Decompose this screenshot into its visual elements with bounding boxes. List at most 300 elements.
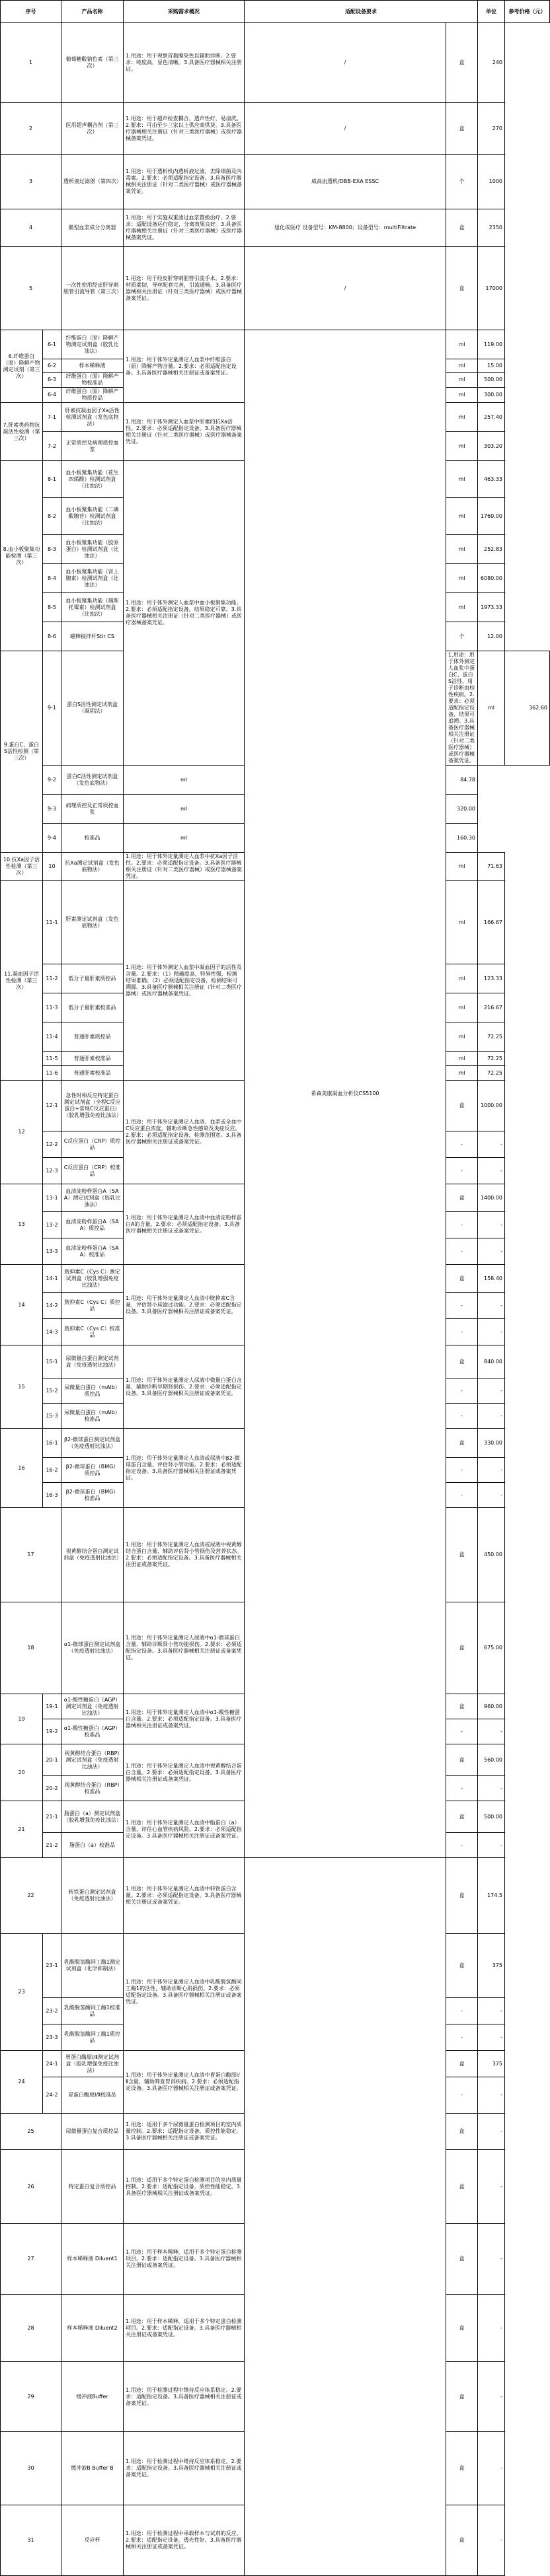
row-requirement: 1.用途：用于样本稀释，适用于多个特定蛋白检测项目。2.要求：适配指定设备。3.具备医疗器械相关注册证或备案凭证。 — [124, 2295, 245, 2362]
row-price: 71.63 — [478, 853, 505, 881]
row-unit: 盒 — [446, 23, 478, 103]
row-subseq: 15-2 — [43, 1378, 61, 1404]
row-subseq: 6-2 — [43, 359, 61, 373]
row-product-name: 低分子量肝素质控品 — [61, 964, 124, 993]
row-product-name: 样本稀释液 Diluent2 — [61, 2295, 124, 2362]
row-product-name: 正常质控及病理质控血浆 — [61, 432, 124, 461]
row-price: 675.00 — [478, 1602, 505, 1694]
header-price: 参考价格（元） — [505, 1, 550, 23]
row-unit: ml — [124, 824, 245, 853]
row-subseq: 7-1 — [43, 403, 61, 432]
row-seq: 26 — [1, 2150, 61, 2224]
row-price: - — [478, 1238, 505, 1265]
row-product-name: 尿微量白蛋白（mAlb）校准品 — [61, 1404, 124, 1429]
row-seq: 18 — [1, 1602, 61, 1694]
row-subseq: 15-3 — [43, 1404, 61, 1429]
row-price: 320.00 — [446, 795, 478, 824]
row-product-name: α1-微球蛋白测定试剂盒（免疫透射比浊法） — [61, 1602, 124, 1694]
row-subseq: 11-1 — [43, 881, 61, 964]
row-seq: 31 — [1, 2505, 61, 2576]
row-price: - — [478, 2362, 505, 2432]
row-unit: ml — [446, 432, 478, 461]
row-unit: 盒 — [446, 2505, 478, 2576]
row-price: 72.25 — [478, 1066, 505, 1081]
row-unit: ml — [446, 853, 478, 881]
row-price: 174.5 — [478, 1858, 505, 1934]
row-unit: 个 — [446, 622, 478, 651]
table-row — [1, 209, 550, 247]
row-price: - — [478, 1776, 505, 1801]
row-unit: 盒 — [446, 1508, 478, 1602]
row-unit: - — [446, 1404, 478, 1429]
row-product-name: 胱抑素C（Cys C）质控品 — [61, 1293, 124, 1319]
row-unit: 盒 — [446, 1345, 478, 1378]
row-product-name: 葡萄糖酸钠色素（第三次） — [61, 23, 124, 103]
row-subseq: 24-1 — [43, 2051, 61, 2077]
row-product-name: 脂蛋白（a）校准品 — [61, 1833, 124, 1858]
row-unit: ml — [446, 1022, 478, 1052]
row-product-name: 医用超声耦合剂（第三次） — [61, 103, 124, 155]
row-price: - — [478, 2077, 505, 2114]
row-product-name: 蛋白S活性测定试剂盒（凝固法） — [61, 651, 124, 766]
row-subseq: 14-3 — [43, 1319, 61, 1345]
row-product-name: 反应杯 — [61, 2505, 124, 2576]
row-requirement: 1.用途：用于体外定量测定人尿液中微量白蛋白含量，辅助诊断早期肾损伤。2.要求：必须适配指定设备。3.具备医疗器械相关注册证或备案凭证。 — [124, 1345, 245, 1429]
new-equipment-note — [245, 1858, 446, 2576]
row-equipment: / — [245, 247, 446, 330]
row-price: 1000.00 — [478, 1081, 505, 1131]
row-requirement: 1.用途：用于体外定量测定人血浆中抗Xa因子活性。2.要求：必须适配指定设备。3.具备医疗器械相关注册证（针对二类医疗器械）或医疗器械备案凭证。 — [124, 853, 245, 881]
row-product-name: 视黄醇结合蛋白（RBP）校准品 — [61, 1776, 124, 1801]
row-requirement: 1.用途：用于体外测定人血浆中凝血因子的活性及含量。2.要求：（1）精确度高，特异性强，检测结果准确；（2）必须适配指定设备，检测结果可溯源。3.具备医疗器械相关注册证（针对二类医疗器械）或医疗器械备案凭证。 — [124, 881, 245, 1081]
row-product-name: 乳酸脱氢酶同工酶1校准品 — [61, 1998, 124, 2024]
row-product-name: α1-酸性糖蛋白（AGP）测定试剂盒（免疫透射比浊法） — [61, 1694, 124, 1719]
row-equipment: / — [245, 103, 446, 155]
row-unit: 盒 — [446, 1184, 478, 1212]
row-requirement: 1.用途：用于体外定量测定人血清中血清淀粉样蛋白A的含量。2.要求：必须适配指定设备。3.具备医疗器械相关注册证或备案凭证。 — [124, 1184, 245, 1265]
row-price: 500.00 — [478, 373, 505, 388]
row-price: 72.25 — [478, 1022, 505, 1052]
row-product-name: 血小板聚集功能（胶原蛋白）检测试剂盒（比浊法） — [61, 535, 124, 564]
row-product-name: 纤维蛋白（原）降解产物测定试剂盒（胶乳比浊法） — [61, 330, 124, 359]
row-unit: 盒 — [446, 2150, 478, 2224]
row-seq: 28 — [1, 2295, 61, 2362]
row-requirement: 1.用途：用于体外测定人血浆中肝素的抗Xa活性。2.要求：必须适配指定设备。3.具备医疗器械相关注册证（针对二类医疗器械）或医疗器械备案凭证。 — [124, 403, 245, 461]
row-seq: 25 — [1, 2114, 61, 2150]
row-product-name: 缓冲液Buffer — [61, 2362, 124, 2432]
row-product-name: 肝素抗凝血因子Xa活性检测试剂盒（发色底物法） — [61, 403, 124, 432]
row-subseq: 14-2 — [43, 1293, 61, 1319]
row-requirement: 1.用途：用于超声检查耦合，透声性好，易清洗。2.要求：可由至少三家以上供应商供货。3.具备医疗器械相关注册证（针对三类医疗器械）或医疗器械备案凭证。 — [124, 103, 245, 155]
row-seq: 15 — [1, 1345, 43, 1429]
row-price: 17000 — [478, 247, 505, 330]
row-price: 1000 — [478, 155, 505, 209]
row-price: 15.00 — [478, 359, 505, 373]
row-requirement: 1.用途：用于体外定量测定人血清中视黄醇结合蛋白含量。2.要求：必须适配指定设备。3.具备医疗器械相关注册证或备案凭证。 — [124, 1744, 245, 1801]
table-row — [1, 330, 550, 359]
row-product-name: 尿微量白蛋白测定试剂盒（免疫透射比浊法） — [61, 1345, 124, 1378]
row-price: 252.83 — [478, 535, 505, 564]
row-subseq: 13-1 — [43, 1184, 61, 1212]
row-unit: ml — [446, 881, 478, 964]
row-product-name: 普通肝素校准品 — [61, 1052, 124, 1066]
row-unit: - — [446, 1998, 478, 2024]
row-seq: 22 — [1, 1858, 61, 1934]
row-price: 240 — [478, 23, 505, 103]
row-subseq: 23-3 — [43, 2024, 61, 2051]
row-price: - — [478, 1212, 505, 1238]
row-product-name: C反应蛋白（CRP）校准品 — [61, 1158, 124, 1184]
row-unit: 盒 — [446, 2224, 478, 2295]
row-requirement: 1.用途：用于体外定量测定人血清中α1-酸性糖蛋白含量。2.要求：必须适配指定设备。3.具备医疗器械相关注册证或备案凭证。 — [124, 1694, 245, 1744]
row-requirement: 1.用途：用于体外定量测定人血清中脂蛋白（a）含量，评估心血管疾病风险。2.要求：必须适配指定设备。3.具备医疗器械相关注册证或备案凭证。 — [124, 1801, 245, 1858]
row-unit: - — [446, 2077, 478, 2114]
row-unit: 个 — [446, 155, 478, 209]
row-unit: - — [446, 1378, 478, 1404]
row-seq: 3 — [1, 155, 61, 209]
row-unit: 盒 — [446, 1934, 478, 1998]
row-unit: - — [446, 1719, 478, 1744]
row-unit: ml — [446, 330, 478, 359]
row-unit: - — [446, 1458, 478, 1483]
row-requirement: 1.用途：适用于多个特定蛋白检测项目的室内质量控制。2.要求：适配指定设备，质控性能稳定。3.具备医疗器械相关注册证或备案凭证。 — [124, 2150, 245, 2224]
row-unit: ml — [446, 403, 478, 432]
row-subseq: 11-3 — [43, 993, 61, 1022]
row-price: - — [478, 2295, 505, 2362]
header-seq: 序号 — [1, 1, 61, 23]
row-product-name: 普通肝素校准品 — [61, 1066, 124, 1081]
row-price: - — [478, 1998, 505, 2024]
row-requirement: 1.用途：用于观察胃黏膜染色以辅助诊断。2.要求：纯度高，显色清晰。3.具备医疗器械相关注册证。 — [124, 23, 245, 103]
row-product-name: 胱抑素C（Cys C）校准品 — [61, 1319, 124, 1345]
row-product-name: β2-微球蛋白（BMG）校准品 — [61, 1483, 124, 1508]
row-product-name: 透析液过滤器（第四次） — [61, 155, 124, 209]
row-subseq: 20-1 — [43, 1744, 61, 1776]
row-seq: 1 — [1, 23, 61, 103]
row-subseq: 8-4 — [43, 564, 61, 593]
row-price: 300.00 — [478, 388, 505, 403]
row-seq: 8.血小板聚集功能检测（第三次） — [1, 461, 43, 651]
row-seq: 10.抗Xa因子活性检测（第三次） — [1, 853, 43, 881]
row-seq: 24 — [1, 2051, 43, 2114]
row-price: 1973.33 — [478, 593, 505, 622]
row-subseq: 20-2 — [43, 1776, 61, 1801]
row-seq: 2 — [1, 103, 61, 155]
row-subseq: 8-1 — [43, 461, 61, 498]
row-requirement: 1.用途：用于检测过程中维持反应体系稳定。2.要求：适配指定设备。3.具备医疗器械相关注册证或备案凭证。 — [124, 2432, 245, 2505]
row-seq: 6.纤维蛋白（原）降解产物测定试剂（第三次） — [1, 330, 43, 403]
row-subseq: 21-2 — [43, 1833, 61, 1858]
row-unit: 盒 — [446, 2295, 478, 2362]
row-price: 123.33 — [478, 964, 505, 993]
row-product-name: 血小板聚集功能（瑞斯托霉素）检测试剂盒（比浊法） — [61, 593, 124, 622]
row-product-name: 磁棒搅拌杆Stir CS — [61, 622, 124, 651]
row-unit: 盒 — [446, 1602, 478, 1694]
row-product-name: 血小板聚集功能（花生四烯酸）检测试剂盒（比浊法） — [61, 461, 124, 498]
row-price: - — [478, 2224, 505, 2295]
row-seq: 5 — [1, 247, 61, 330]
row-product-name: 尿微量蛋白复合质控品 — [61, 2114, 124, 2150]
row-subseq: 13-2 — [43, 1212, 61, 1238]
row-subseq: 14-1 — [43, 1265, 61, 1293]
row-product-name: α1-酸性糖蛋白（AGP）校准品 — [61, 1719, 124, 1744]
row-requirement: 1.用途：用于体外定量测定人血清或尿液中β2-微球蛋白含量，评估肾小管功能。2.要求：必须适配指定设备。3.具备医疗器械相关注册证或备案凭证。 — [124, 1429, 245, 1508]
row-product-name: 胃蛋白酶原Ⅰ/Ⅱ校准品 — [61, 2077, 124, 2114]
row-subseq: 16-2 — [43, 1458, 61, 1483]
header-req: 采购需求概况 — [124, 1, 245, 23]
row-product-name: 抗Xa测定试剂盒（发色底物法） — [61, 853, 124, 881]
row-subseq: 19-1 — [43, 1694, 61, 1719]
row-price: 840.00 — [478, 1345, 505, 1378]
row-subseq: 9-3 — [43, 795, 61, 824]
row-price: - — [478, 1719, 505, 1744]
row-unit: ml — [446, 593, 478, 622]
row-price: - — [478, 1319, 505, 1345]
row-unit: ml — [446, 461, 478, 498]
row-subseq: 10 — [43, 853, 61, 881]
row-seq: 7.肝素类药物抗凝活性检测（第三次） — [1, 403, 43, 461]
row-price: 303.20 — [478, 432, 505, 461]
row-product-name: 蛋白C活性测定试剂盒（发色底物法） — [61, 766, 124, 795]
row-price: 158.40 — [478, 1265, 505, 1293]
row-seq: 23 — [1, 1934, 43, 2051]
row-unit: 盒 — [446, 103, 478, 155]
row-price: - — [478, 1404, 505, 1429]
row-requirement: 1.用途：用于体外测定人血浆中蛋白C、蛋白S活性，用于诊断血栓性疾病。2.要求：必须适配指定设备，结果可追溯。3.具备医疗器械相关注册证（针对二类医疗器械）或医疗器械备案凭证。 — [446, 651, 478, 766]
row-unit: 盒 — [446, 2362, 478, 2432]
row-unit: - — [446, 1833, 478, 1858]
row-product-name: 血清淀粉样蛋白A（SAA）测定试剂盒（胶乳比浊法） — [61, 1184, 124, 1212]
header-equip: 适配设备要求 — [245, 1, 478, 23]
row-requirement: 1.用途：用于检测过程中承载样本与试剂的反应。2.要求：适配指定设备，透光性好。3.具备医疗器械相关注册证或备案凭证。 — [124, 2505, 245, 2576]
row-seq: 12 — [1, 1081, 43, 1184]
row-price: 84.78 — [446, 766, 478, 795]
row-product-name: β2-微球蛋白测定试剂盒（免疫透射比浊法） — [61, 1429, 124, 1458]
row-product-name: 乳酸脱氢酶同工酶1测定试剂盒（化学抑制法） — [61, 1934, 124, 1998]
row-unit: - — [446, 1238, 478, 1265]
table-row — [1, 1858, 550, 1934]
row-product-name: 纤维蛋白（原）降解产物校准品 — [61, 373, 124, 388]
row-unit: ml — [446, 964, 478, 993]
row-subseq: 8-6 — [43, 622, 61, 651]
row-price: - — [478, 2024, 505, 2051]
row-price: 1760.00 — [478, 498, 505, 535]
row-product-name: 校准品 — [61, 824, 124, 853]
row-subseq: 12-2 — [43, 1131, 61, 1158]
row-product-name: 缓冲液B Buffer B — [61, 2432, 124, 2505]
row-price: 560.00 — [478, 1744, 505, 1776]
row-price: - — [478, 2505, 505, 2576]
row-requirement: 1.用途：用于样本稀释，适用于多个特定蛋白检测项目。2.要求：适配指定设备。3.具备医疗器械相关注册证或备案凭证。 — [124, 2224, 245, 2295]
row-subseq: 9-4 — [43, 824, 61, 853]
row-price: 270 — [478, 103, 505, 155]
row-unit: ml — [446, 373, 478, 388]
row-price: 450.00 — [478, 1508, 505, 1602]
row-seq: 11.凝血因子活性检测（第三次） — [1, 881, 43, 1081]
row-unit: - — [446, 1319, 478, 1345]
row-price: 330.00 — [478, 1429, 505, 1458]
row-requirement: 1.用途：用于体外测定人血浆中血小板聚集功能。2.要求：必须适配指定设备，结果稳定可靠。3.具备医疗器械相关注册证（针对二类医疗器械）或医疗器械备案凭证。 — [124, 461, 245, 766]
row-price: 375 — [478, 1934, 505, 1998]
row-unit: ml — [124, 766, 245, 795]
row-unit: - — [446, 1776, 478, 1801]
row-product-name: 低分子量肝素校准品 — [61, 993, 124, 1022]
row-price: - — [478, 2432, 505, 2505]
row-price: 1400.00 — [478, 1184, 505, 1212]
row-requirement: 1.用途：用于检测过程中维持反应体系稳定。2.要求：适配指定设备。3.具备医疗器械相关注册证或备案凭证。 — [124, 2362, 245, 2432]
row-price: - — [478, 1293, 505, 1319]
row-product-name: 脂蛋白（a）测定试剂盒（胶乳增强免疫比浊法） — [61, 1801, 124, 1833]
row-seq: 9.蛋白C、蛋白S活性检测（第三次） — [1, 651, 43, 853]
row-subseq: 9-1 — [43, 651, 61, 766]
row-price: 2350 — [478, 209, 505, 247]
row-unit: ml — [478, 651, 505, 766]
row-subseq: 15-1 — [43, 1345, 61, 1378]
row-seq: 30 — [1, 2432, 61, 2505]
row-product-name: 视黄醇结合蛋白测定试剂盒（免疫透射比浊法） — [61, 1508, 124, 1602]
row-subseq: 6-1 — [43, 330, 61, 359]
shared-equipment: 希森美康凝血分析仪CS5100 — [245, 330, 446, 1858]
row-product-name: 病理质控及正常质控血浆 — [61, 795, 124, 824]
row-price: - — [478, 1378, 505, 1404]
row-subseq: 8-3 — [43, 535, 61, 564]
row-unit: 盒 — [446, 1858, 478, 1934]
row-price: 72.25 — [478, 1052, 505, 1066]
row-seq: 4 — [1, 209, 61, 247]
row-subseq: 11-2 — [43, 964, 61, 993]
row-product-name: 胱抑素C（Cys C）测定试剂盒（胶乳增强免疫比浊法） — [61, 1265, 124, 1293]
row-product-name: 血小板聚集功能（肾上腺素）检测试剂盒（比浊法） — [61, 564, 124, 593]
row-price: 362.60 — [505, 651, 550, 766]
row-price: 257.40 — [478, 403, 505, 432]
row-product-name: 特定蛋白复合质控品 — [61, 2150, 124, 2224]
row-requirement: 1.用途：用于体外定量测定人血清、血浆或全血中C反应蛋白浓度，辅助诊断急性感染及炎症反应。2.要求：必须适配指定设备，检测范围宽。3.具备医疗器械相关注册证或备案凭证。 — [124, 1081, 245, 1184]
row-product-name: 普通肝素质控品 — [61, 1022, 124, 1052]
row-subseq: 9-2 — [43, 766, 61, 795]
table-row — [1, 23, 550, 103]
row-subseq: 12-1 — [43, 1081, 61, 1131]
row-requirement: 1.用途：用于体外定量测定人血清中胱抑素C含量，评估肾小球滤过功能。2.要求：必须适配指定设备。3.具备医疗器械相关注册证或备案凭证。 — [124, 1265, 245, 1345]
row-unit: - — [446, 1483, 478, 1508]
row-subseq: 23-2 — [43, 1998, 61, 2024]
row-product-name: 一次性使用经皮肝穿刺胆管引流导管（第三次） — [61, 247, 124, 330]
row-requirement: 1.用途：用于实施双重滤过血浆置换治疗。2.要求：适配设备运行稳定，分离效果良好。3.具备医疗器械相关注册证（针对三类医疗器械）或医疗器械备案凭证。 — [124, 209, 245, 247]
row-product-name: 血小板聚集功能（二磷酸腺苷）检测试剂盒（比浊法） — [61, 498, 124, 535]
row-price: 12.00 — [478, 622, 505, 651]
table-header — [1, 1, 550, 23]
row-requirement: 1.用途：用于透析机内透析液过滤，去除细菌及内毒素。2.要求：必须适配指定设备。3.具备医疗器械相关注册证（针对二类医疗器械）或医疗器械备案凭证。 — [124, 155, 245, 209]
row-price: - — [478, 2150, 505, 2224]
row-unit: - — [446, 1158, 478, 1184]
row-subseq: 8-2 — [43, 498, 61, 535]
row-subseq: 23-1 — [43, 1934, 61, 1998]
row-subseq: 6-3 — [43, 373, 61, 388]
row-seq: 14 — [1, 1265, 43, 1345]
row-subseq: 16-1 — [43, 1429, 61, 1458]
row-unit: ml — [446, 1066, 478, 1081]
row-subseq: 24-2 — [43, 2077, 61, 2114]
row-seq: 20 — [1, 1744, 43, 1801]
row-requirement: 1.用途：用于体外定量测定人血清中转铁蛋白含量。2.要求：必须适配指定设备。3.具备医疗器械相关注册证或备案凭证。 — [124, 1858, 245, 1934]
row-product-name: 乳酸脱氢酶同工酶1质控品 — [61, 2024, 124, 2051]
row-unit: 盒 — [446, 1801, 478, 1833]
row-unit: - — [446, 1212, 478, 1238]
row-requirement: 1.用途：用于经皮肝穿刺胆管引流手术。2.要求：材质柔韧，导丝配套完善，引流通畅。3.具备医疗器械相关注册证（针对三类医疗器械）或医疗器械备案凭证。 — [124, 247, 245, 330]
row-product-name: 急性时相反应特定蛋白测定试剂盒（全程C反应蛋白+常规C反应蛋白）（胶乳增强免疫比浊法） — [61, 1081, 124, 1131]
row-requirement: 1.用途：用于体外定量测定人血浆中纤维蛋白（原）降解产物含量。2.要求：必须适配指定设备。3.具备医疗器械相关注册证或备案凭证。 — [124, 330, 245, 403]
table-row — [1, 247, 550, 330]
row-unit: - — [446, 1293, 478, 1319]
row-unit: 盒 — [446, 2432, 478, 2505]
row-product-name: 视黄醇结合蛋白（RBP）测定试剂盒（免疫透射比浊法） — [61, 1744, 124, 1776]
row-unit: ml — [446, 535, 478, 564]
row-price: - — [478, 1483, 505, 1508]
row-unit: 盒 — [446, 1429, 478, 1458]
row-unit: ml — [446, 1052, 478, 1066]
row-unit: 盒 — [446, 1265, 478, 1293]
row-product-name: 膜型血浆成分分离器 — [61, 209, 124, 247]
row-unit: ml — [446, 388, 478, 403]
row-price: - — [478, 1158, 505, 1184]
row-subseq: 7-2 — [43, 432, 61, 461]
row-requirement: 1.用途：用于体外定量测定人血清或尿液中视黄醇结合蛋白含量，辅助评估肾小管损伤及营养状态。2.要求：必须适配指定设备。3.具备医疗器械相关注册证或备案凭证。 — [124, 1508, 245, 1602]
row-unit: 盒 — [446, 247, 478, 330]
row-seq: 13 — [1, 1184, 43, 1265]
row-unit: 盒 — [446, 1081, 478, 1131]
row-price: 119.00 — [478, 330, 505, 359]
row-subseq: 6-4 — [43, 388, 61, 403]
row-unit: 盒 — [446, 2114, 478, 2150]
row-unit: 盒 — [446, 1694, 478, 1719]
row-unit: ml — [446, 564, 478, 593]
row-product-name: C反应蛋白（CRP）质控品 — [61, 1131, 124, 1158]
row-price: 160.30 — [446, 824, 478, 853]
row-product-name: 样本稀释液 Diluent1 — [61, 2224, 124, 2295]
row-product-name: β2-微球蛋白（BMG）质控品 — [61, 1458, 124, 1483]
row-product-name: 转铁蛋白测定试剂盒（免疫透射比浊法） — [61, 1858, 124, 1934]
row-seq: 29 — [1, 2362, 61, 2432]
header-name: 产品名称 — [61, 1, 124, 23]
header-unit: 单位 — [478, 1, 505, 23]
row-subseq: 12-3 — [43, 1158, 61, 1184]
row-subseq: 11-6 — [43, 1066, 61, 1081]
row-unit: - — [446, 1131, 478, 1158]
row-product-name: 血清淀粉样蛋白A（SAA）质控品 — [61, 1212, 124, 1238]
row-subseq: 11-4 — [43, 1022, 61, 1052]
row-seq: 19 — [1, 1694, 43, 1744]
row-price: 6080.00 — [478, 564, 505, 593]
row-subseq: 21-1 — [43, 1801, 61, 1833]
row-seq: 21 — [1, 1801, 43, 1858]
row-product-name: 肝素测定试剂盒（发色底物法） — [61, 881, 124, 964]
row-seq: 27 — [1, 2224, 61, 2295]
row-unit: 盒 — [446, 1744, 478, 1776]
row-unit: - — [446, 2024, 478, 2051]
row-requirement: 1.用途：用于体外定量测定人血清中胃蛋白酶原Ⅰ/Ⅱ含量，辅助筛查胃部疾病。2.要求：必须适配指定设备。3.具备医疗器械相关注册证或备案凭证。 — [124, 2051, 245, 2114]
row-subseq: 13-3 — [43, 1238, 61, 1265]
row-subseq: 16-3 — [43, 1483, 61, 1508]
row-price: 375 — [478, 2051, 505, 2077]
row-subseq: 11-5 — [43, 1052, 61, 1066]
row-subseq: 8-5 — [43, 593, 61, 622]
row-requirement: 1.用途：适用于多个尿微量蛋白检测项目的室内质量控制。2.要求：适配指定设备，质控性能稳定。3.具备医疗器械相关注册证或备案凭证。 — [124, 2114, 245, 2150]
row-seq: 16 — [1, 1429, 43, 1508]
row-product-name: 样本稀释液 — [61, 359, 124, 373]
row-unit: ml — [446, 993, 478, 1022]
row-unit: ml — [124, 795, 245, 824]
row-product-name: 血清淀粉样蛋白A（SAA）校准品 — [61, 1238, 124, 1265]
row-product-name: 纤维蛋白（原）降解产物质控品 — [61, 388, 124, 403]
